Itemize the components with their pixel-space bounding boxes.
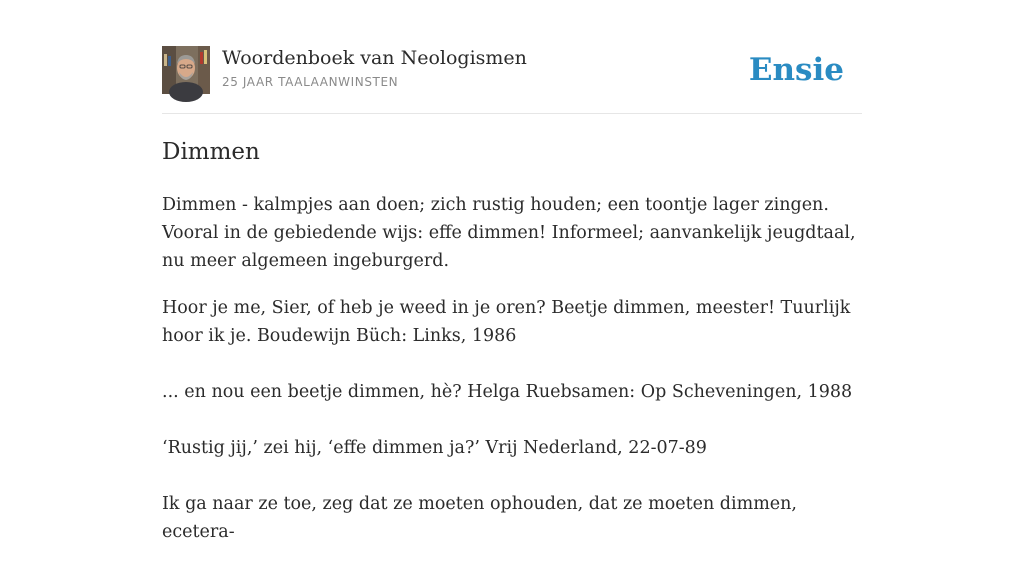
entry-title: Dimmen xyxy=(162,139,260,165)
quotes-list xyxy=(162,294,862,546)
site-header xyxy=(162,46,862,114)
site-title[interactable]: Woordenboek van Neologismen xyxy=(222,47,527,69)
entry-content xyxy=(162,136,862,574)
quote-item: ... en nou een beetje dimmen, hè? Helga Ruebsamen: Op Scheveningen, 1988 xyxy=(162,382,853,402)
quote-item: Hoor je me, Sier, of heb je weed in je oren? Beetje dimmen, meester! Tuurlijk hoor ik je. Boudewijn Büch: Links, 1986 xyxy=(162,298,851,346)
brand-logo-link[interactable]: Ensie xyxy=(748,52,844,88)
quote-item: ‘Rustig jij,’ zei hij, ‘effe dimmen ja?’ Vrij Nederland, 22-07-89 xyxy=(162,438,707,458)
entry-definition: Dimmen - kalmpjes aan doen; zich rustig houden; een toontje lager zingen. Vooral in de gebiedende wijs: effe dimmen! Informeel; aanvankelijk jeugdtaal, nu meer algemeen ingeburgerd. xyxy=(162,195,856,271)
author-avatar[interactable] xyxy=(162,46,210,94)
quote-item: Ik ga naar ze toe, zeg dat ze moeten ophouden, dat ze moeten dimmen, ecetera- xyxy=(162,494,797,542)
site-subtitle: 25 JAAR TAALAANWINSTEN xyxy=(222,75,399,89)
avatar-portrait-icon xyxy=(162,46,210,94)
